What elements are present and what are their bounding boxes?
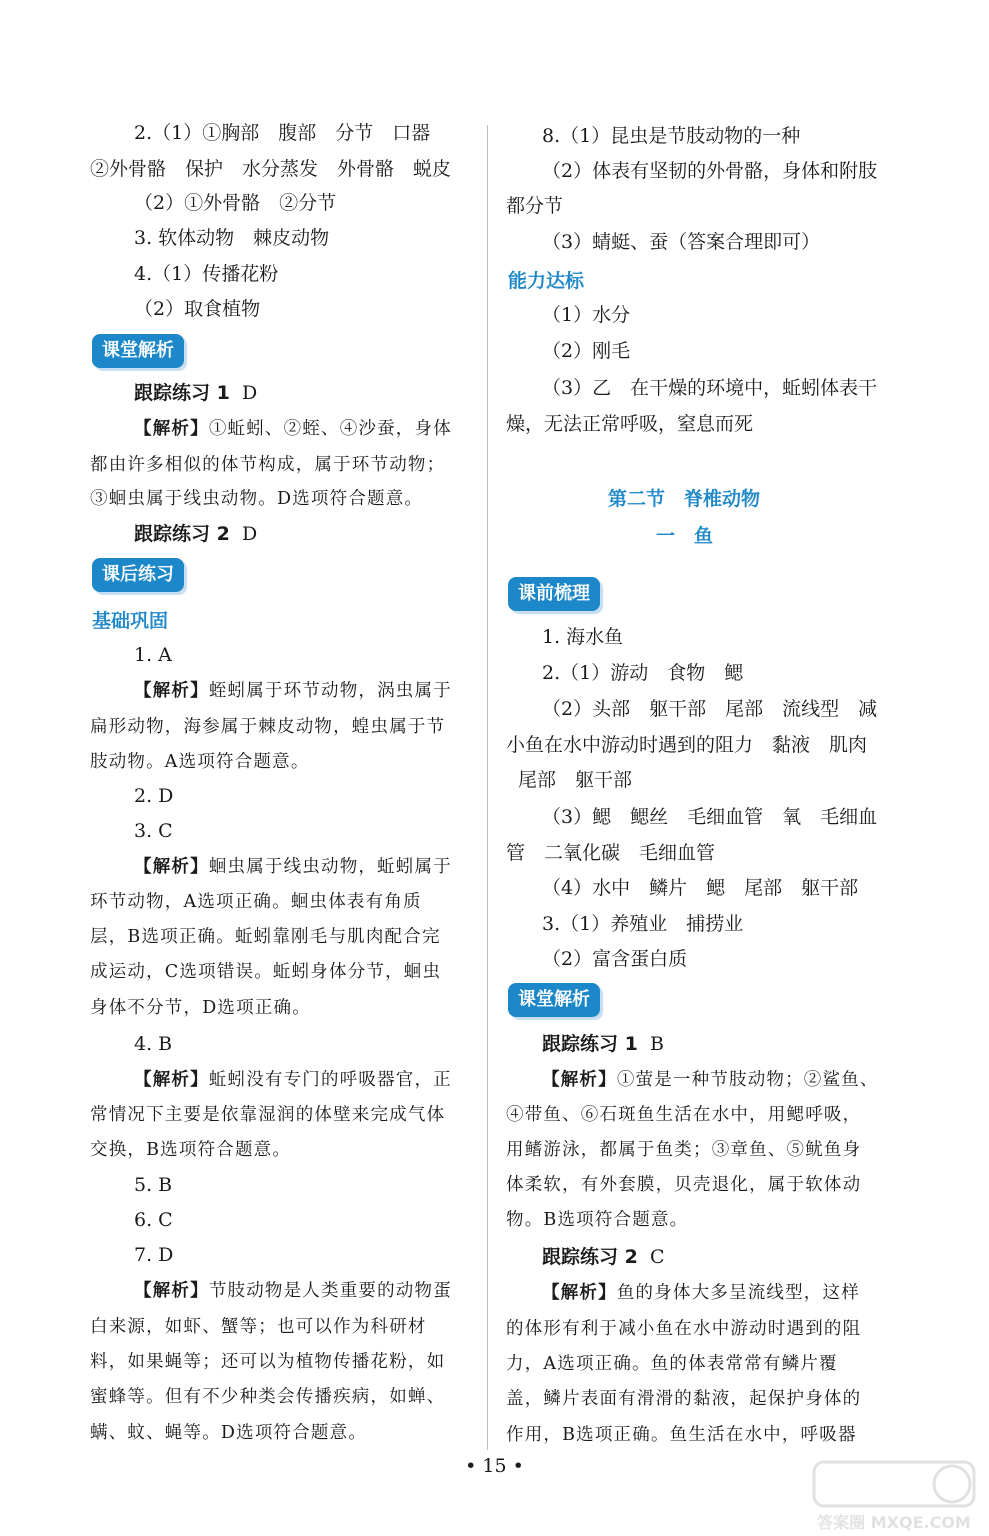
tracking-2-label: 跟踪练习 2 [542, 1246, 638, 1268]
explanation-line: 都由许多相似的体节构成，属于环节动物； [90, 455, 446, 475]
subsection-title: 一 鱼 [656, 525, 714, 547]
tracking-1-label: 跟踪练习 1 [134, 382, 230, 404]
answer-2-1: 2.（1）①胸部 腹部 分节 口器 [134, 122, 431, 144]
explanation-line [134, 1067, 452, 1093]
answer-5: 5. B [134, 1174, 173, 1196]
explanation-line: ③蛔虫属于线虫动物。D选项符合题意。 [90, 489, 424, 509]
prep-3-1: 3.（1）养殖业 捕捞业 [542, 913, 744, 935]
explanation-text: 蛔虫属于线虫动物，蚯蚓属于 [208, 857, 452, 877]
section-badge-keqian: 课前梳理 [508, 577, 600, 611]
explanation-line: 体柔软，有外套膜，贝壳退化，属于软体动 [506, 1175, 862, 1195]
explanation-line: 用鳍游泳，都属于鱼类；③章鱼、⑤鱿鱼身 [506, 1140, 862, 1160]
explanation-line: 身体不分节，D选项正确。 [90, 998, 311, 1018]
ability-1: （1）水分 [542, 304, 631, 326]
prep-2-2-cont2: 尾部 躯干部 [518, 769, 633, 791]
explanation-line: 的体形有利于减小鱼在水中游动时遇到的阻 [506, 1319, 862, 1339]
ability-3: （3）乙 在干燥的环境中，蚯蚓体表干 [542, 377, 878, 399]
answer-8-2: （2）体表有坚韧的外骨骼，身体和附肢 [542, 160, 878, 182]
jiexi-tag: 【解析】 [542, 1070, 617, 1090]
jiexi-tag: 【解析】 [134, 1281, 209, 1301]
explanation-line: 环节动物，A选项正确。蛔虫体表有角质 [90, 892, 422, 912]
explanation-text: 节肢动物是人类重要的动物蛋 [208, 1281, 452, 1301]
tracking-2-answer: C [649, 1246, 665, 1268]
explanation-line: 肢动物。A选项符合题意。 [90, 752, 310, 772]
explanation-line [134, 1278, 452, 1304]
explanation-line: 扁形动物，海参属于棘皮动物，蝗虫属于节 [90, 717, 446, 737]
explanation-line: 螨、蚊、蝇等。D选项符合题意。 [90, 1423, 368, 1443]
prep-2-2: （2）头部 躯干部 尾部 流线型 减 [542, 698, 878, 720]
tracking-1-answer: D [241, 382, 258, 404]
watermark-logo [812, 1458, 982, 1534]
answer-1: 1. A [134, 644, 172, 666]
tracking-2 [542, 1244, 664, 1270]
watermark-text: 答案圈 MXQE.COM [817, 1513, 971, 1532]
jiexi-tag: 【解析】 [134, 857, 209, 877]
answer-6: 6. C [134, 1209, 173, 1231]
explanation-text: ①蚯蚓、②蛭、④沙蚕，身体 [208, 419, 452, 439]
answer-8-1: 8.（1）昆虫是节肢动物的一种 [542, 125, 801, 147]
explanation-line: 料，如果蝇等；还可以为植物传播花粉，如 [90, 1352, 446, 1372]
answer-3: 3. C [134, 820, 173, 842]
jiexi-tag: 【解析】 [134, 1070, 209, 1090]
explanation-line: ④带鱼、⑥石斑鱼生活在水中，用鳃呼吸， [506, 1105, 862, 1125]
prep-2-3-cont: 管 二氧化碳 毛细血管 [506, 842, 716, 864]
section-badge-ketang: 课堂解析 [508, 983, 600, 1017]
tracking-1 [542, 1031, 664, 1057]
explanation-text: ①萤是一种节肢动物；②鲨鱼、 [616, 1070, 879, 1090]
explanation-line: 交换，B选项符合题意。 [90, 1140, 292, 1160]
prep-2-3: （3）鳃 鳃丝 毛细血管 氧 毛细血 [542, 806, 878, 828]
tracking-2 [134, 521, 257, 547]
tracking-2-label: 跟踪练习 2 [134, 523, 230, 545]
prep-1: 1. 海水鱼 [542, 626, 624, 648]
answer-4: 4. B [134, 1033, 173, 1055]
page-number: • 15 • [465, 1455, 524, 1477]
answer-2-2: （2）①外骨骼 ②分节 [134, 192, 337, 214]
answer-3: 3. 软体动物 棘皮动物 [134, 227, 330, 249]
answer-7: 7. D [134, 1244, 174, 1266]
answer-2-1-cont: ②外骨骼 保护 水分蒸发 外骨骼 蜕皮 [90, 158, 452, 180]
column-divider [487, 125, 488, 1450]
explanation-line: 物。B选项符合题意。 [506, 1210, 689, 1230]
explanation-line: 蜜蜂等。但有不少种类会传播疾病，如蝉、 [90, 1387, 446, 1407]
prep-2-4: （4）水中 鳞片 鳃 尾部 躯干部 [542, 877, 859, 899]
answer-4-1: 4.（1）传播花粉 [134, 263, 279, 285]
answer-8-3: （3）蜻蜓、蚕（答案合理即可） [542, 231, 821, 253]
tracking-1-label: 跟踪练习 1 [542, 1033, 638, 1055]
explanation-line: 盖，鳞片表面有滑滑的黏液，起保护身体的 [506, 1389, 862, 1409]
subhead-nengli: 能力达标 [508, 270, 585, 292]
section-badge-ketang: 课堂解析 [92, 334, 184, 368]
tracking-1 [134, 380, 257, 406]
explanation-text: 蛭蚓属于环节动物，涡虫属于 [208, 681, 452, 701]
jiexi-tag: 【解析】 [134, 681, 209, 701]
explanation-line: 白来源，如虾、蟹等；也可以作为科研材 [90, 1317, 427, 1337]
section-title: 第二节 脊椎动物 [608, 488, 761, 510]
explanation-line: 作用，B选项正确。鱼生活在水中，呼吸器 [506, 1425, 857, 1445]
explanation-line: 成运动，C选项错误。蚯蚓身体分节，蛔虫 [90, 962, 442, 982]
explanation-line [542, 1067, 879, 1093]
jiexi-tag: 【解析】 [134, 419, 209, 439]
answer-4-2: （2）取食植物 [134, 298, 261, 320]
explanation-line [134, 416, 452, 442]
ability-2: （2）刚毛 [542, 340, 631, 362]
prep-2-1: 2.（1）游动 食物 鳃 [542, 662, 744, 684]
explanation-text: 蚯蚓没有专门的呼吸器官，正 [208, 1070, 452, 1090]
explanation-line [134, 854, 452, 880]
explanation-line [542, 1280, 860, 1306]
subhead-jichu: 基础巩固 [92, 610, 169, 632]
explanation-line: 常情况下主要是依靠湿润的体壁来完成气体 [90, 1105, 446, 1125]
answer-2: 2. D [134, 785, 174, 807]
section-badge-kehou: 课后练习 [92, 558, 184, 592]
tracking-1-answer: B [649, 1033, 664, 1055]
explanation-line [134, 678, 452, 704]
answer-8-2-cont: 都分节 [506, 195, 564, 217]
explanation-line: 力，A选项正确。鱼的体表常常有鳞片覆 [506, 1354, 838, 1374]
prep-2-2-cont: 小鱼在水中游动时遇到的阻力 黏液 肌肉 [506, 734, 868, 756]
explanation-line: 层，B选项正确。蚯蚓靠刚毛与肌肉配合完 [90, 927, 441, 947]
ability-3-cont: 燥，无法正常呼吸，窒息而死 [506, 413, 754, 435]
prep-3-2: （2）富含蛋白质 [542, 948, 688, 970]
explanation-text: 鱼的身体大多呈流线型，这样 [616, 1283, 860, 1303]
tracking-2-answer: D [241, 523, 258, 545]
jiexi-tag: 【解析】 [542, 1283, 617, 1303]
